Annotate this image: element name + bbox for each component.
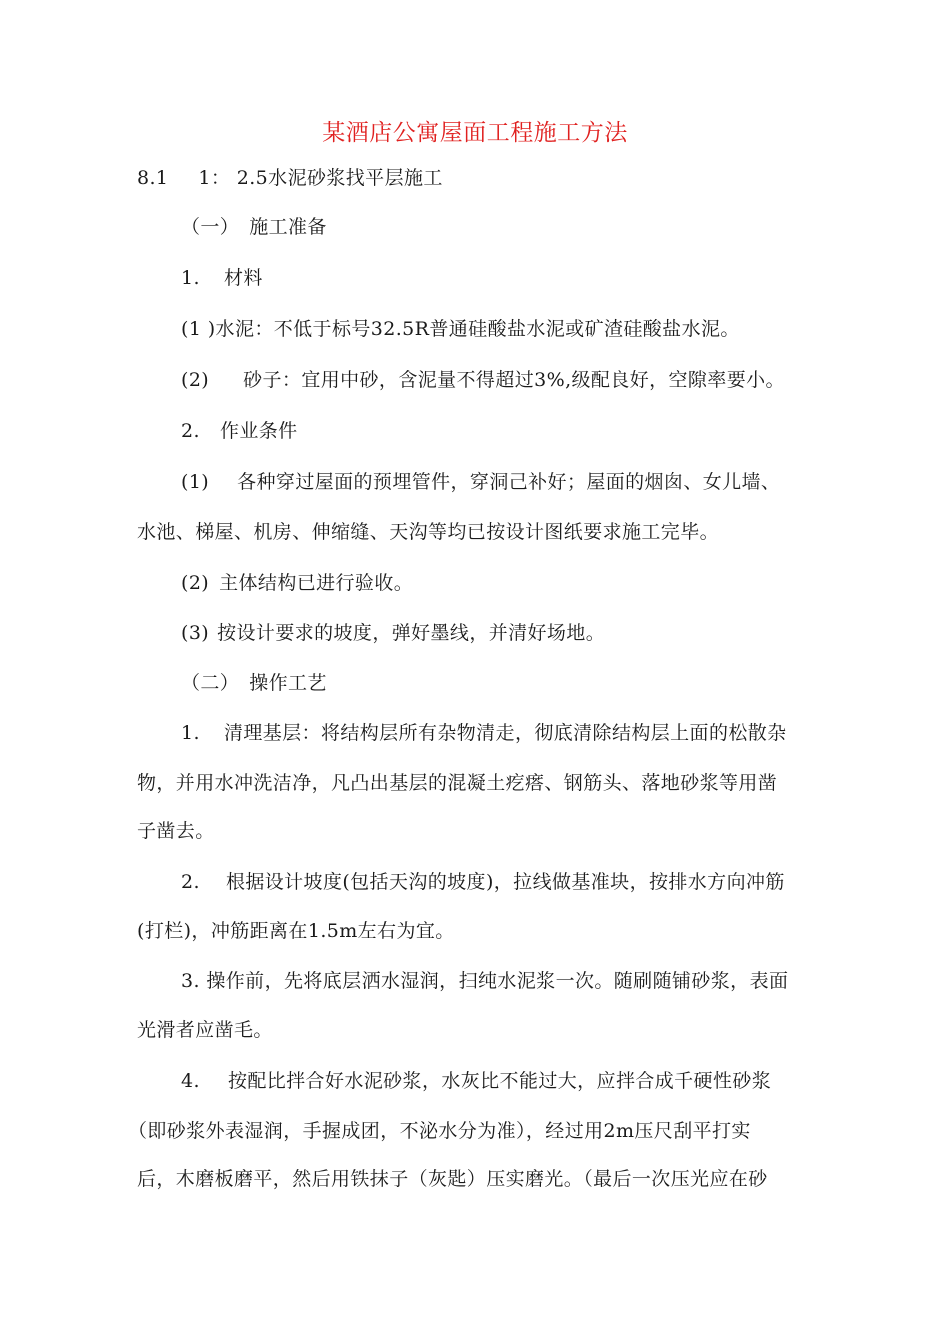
step3-paragraph-line1: 3. 操作前，先将底层洒水湿润，扫纯水泥浆一次。随刷随铺砂浆，表面 <box>181 970 789 992</box>
item1-number: 1. <box>181 267 200 289</box>
item1-heading-text: 材料 <box>223 267 263 289</box>
item2-1-number: (1) <box>181 471 210 493</box>
step4-number: 4. <box>181 1070 200 1092</box>
item2-3-number: (3) <box>181 622 210 644</box>
item2-2-paragraph <box>181 570 413 596</box>
section-heading-text: 1： 2.5水泥砂浆找平层施工 <box>198 167 443 189</box>
item1-2-paragraph <box>181 367 785 393</box>
part2-number: （二） <box>181 672 240 694</box>
item2-heading <box>181 418 298 444</box>
part1-heading-text: 施工准备 <box>249 216 327 238</box>
step1-number: 1. <box>181 722 200 744</box>
item1-2-number: (2) <box>181 369 210 391</box>
step1-paragraph-line1 <box>181 720 787 746</box>
part2-heading <box>181 670 327 696</box>
step4-text-line1: 按配比拌合好水泥砂浆，水灰比不能过大，应拌合成千硬性砂浆 <box>227 1070 772 1092</box>
part1-heading <box>181 214 327 240</box>
part1-number: （一） <box>181 216 240 238</box>
step2-paragraph-line2: (打栏)，冲筋距离在1.5m左右为宜。 <box>137 920 455 942</box>
step1-paragraph-line2: 物，并用水冲洗洁净，凡凸出基层的混凝土疙瘩、钢筋头、落地砂浆等用凿 <box>137 772 778 794</box>
item1-heading <box>181 265 263 291</box>
item2-heading-text: 作业条件 <box>219 420 298 442</box>
item1-2-text: 砂子：宜用中砂，含泥量不得超过3%,级配良好，空隙率要小。 <box>243 369 785 391</box>
item2-1-paragraph-line1 <box>181 469 780 495</box>
item2-1-text-line1: 各种穿过屋面的预埋管件，穿洞己补好；屋面的烟囱、女儿墙、 <box>237 471 781 493</box>
step4-paragraph-line1 <box>181 1068 771 1094</box>
item2-3-paragraph <box>181 620 605 646</box>
document-title: 某酒店公寓屋面工程施工方法 <box>322 120 628 146</box>
step1-text-line1: 清理基层：将结构层所有杂物清走，彻底清除结构层上面的松散杂 <box>223 722 787 744</box>
item2-1-paragraph-line2: 水池、梯屋、机房、伸缩缝、天沟等均已按设计图纸要求施工完毕。 <box>137 521 720 543</box>
item1-1-paragraph: (1 )水泥：不低于标号32.5R普通硅酸盐水泥或矿渣硅酸盐水泥。 <box>181 318 740 340</box>
item2-number: 2. <box>181 420 200 442</box>
step2-text-line1: 根据设计坡度(包括天沟的坡度)，拉线做基准块，按排水方向冲筋 <box>225 871 785 893</box>
step4-paragraph-line3: 后，木磨板磨平，然后用铁抹子（灰匙）压实磨光。（最后一次压光应在砂 <box>137 1168 768 1190</box>
item2-3-text: 按设计要求的坡度，弹好墨线，并清好场地。 <box>217 622 606 644</box>
step2-paragraph-line1 <box>181 869 785 895</box>
step2-number: 2. <box>181 871 200 893</box>
section-number: 8.1 <box>137 167 169 189</box>
item2-2-number: (2) <box>181 572 210 594</box>
section-heading <box>137 165 443 191</box>
item2-2-text: 主体结构已进行验收。 <box>219 572 414 594</box>
step4-paragraph-line2: （即砂浆外表湿润，手握成团，不泌水分为准），经过用2m压尺刮平打实 <box>128 1120 751 1142</box>
step1-paragraph-line3: 子凿去。 <box>137 820 215 842</box>
part2-heading-text: 操作工艺 <box>249 672 327 694</box>
step3-paragraph-line2: 光滑者应凿毛。 <box>137 1019 273 1041</box>
